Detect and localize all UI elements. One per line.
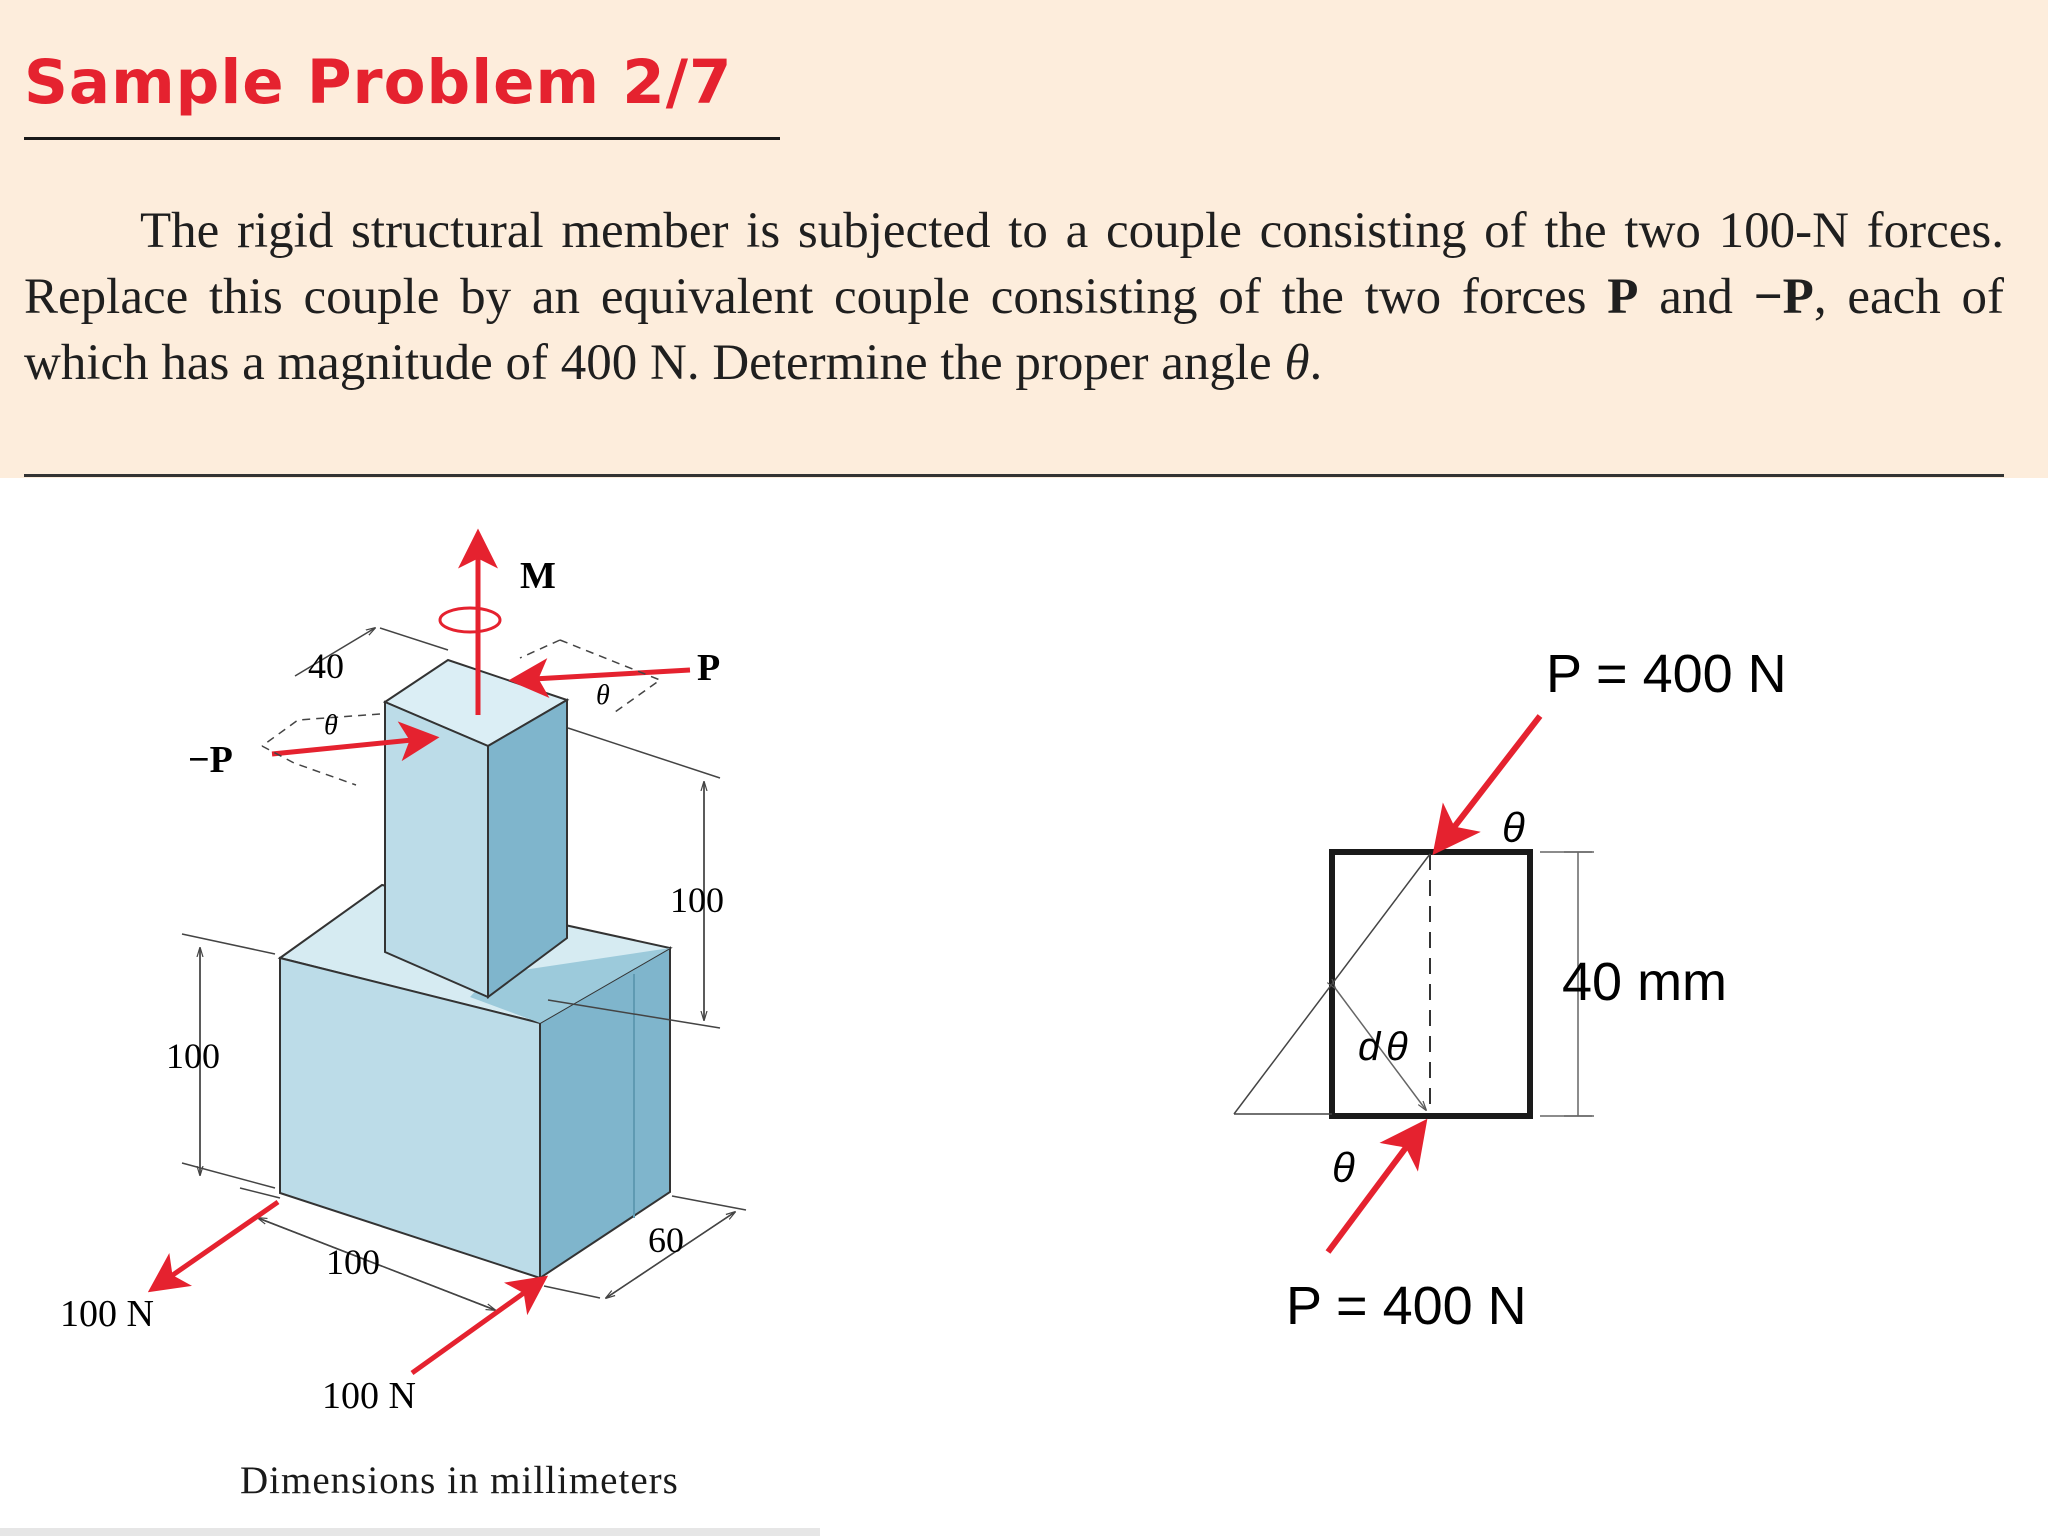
- header-bottom-rule: [24, 474, 2004, 477]
- force-neg-p-label: −P: [188, 739, 233, 781]
- problem-text-part: , each of which has a magnitude of 400 N. Determine the proper angle: [24, 269, 2004, 391]
- force-p-label: P: [697, 647, 721, 689]
- column-front-face: [385, 702, 488, 997]
- force-bottom-label: P = 400 N: [1286, 1276, 1527, 1336]
- dim-column-height: 100: [670, 880, 724, 920]
- force-p-top: [1438, 644, 1787, 851]
- d-label: d: [1358, 1025, 1381, 1069]
- problem-text-part: and: [1638, 269, 1754, 325]
- theta-label-d: θ: [1386, 1025, 1408, 1069]
- header-panel: [0, 0, 2048, 478]
- force-p-bottom: [1286, 1126, 1527, 1336]
- theta-label-bottom: θ: [1332, 1144, 1355, 1191]
- moment-curl-icon: [440, 608, 500, 632]
- dim-base-height: 100: [166, 1036, 220, 1076]
- structural-member-figure: [0, 480, 860, 1460]
- problem-statement: [24, 198, 2004, 396]
- theta-label-top: θ: [1502, 804, 1525, 851]
- problem-text-part: .: [1309, 335, 1323, 391]
- theta-label-neg-p: θ: [324, 710, 338, 741]
- bold-force-p: P: [1607, 269, 1639, 325]
- theta-label-p: θ: [596, 680, 610, 711]
- title-underline: [24, 137, 780, 140]
- couple-diagram: [1180, 620, 1800, 1380]
- sample-problem-title: Sample Problem 2/7: [24, 47, 733, 118]
- problem-text-part: The rigid structural member is subjected to a couple consisting of the two 100-N forces. Replace this couple by an equivalent couple consisting of the two forces: [24, 203, 2004, 325]
- dim-base-length: 100: [326, 1242, 380, 1282]
- d-dimension: [1335, 988, 1426, 1110]
- height-label: 40 mm: [1562, 952, 1728, 1012]
- force-top-label: P = 400 N: [1546, 644, 1787, 704]
- bold-force-neg-p: −P: [1753, 269, 1814, 325]
- dim-top-width: 40: [308, 646, 344, 686]
- force-bottom-label: 100 N: [322, 1375, 416, 1417]
- footer-strip: [0, 1528, 820, 1536]
- force-100n-left: [60, 1202, 278, 1335]
- moment-label: M: [520, 555, 556, 597]
- figure-caption: Dimensions in millimeters: [240, 1459, 679, 1502]
- force-left-label: 100 N: [60, 1293, 154, 1335]
- italic-theta: θ: [1284, 335, 1310, 391]
- force-100n-bottom: [322, 1280, 542, 1417]
- dim-base-depth: 60: [648, 1220, 684, 1260]
